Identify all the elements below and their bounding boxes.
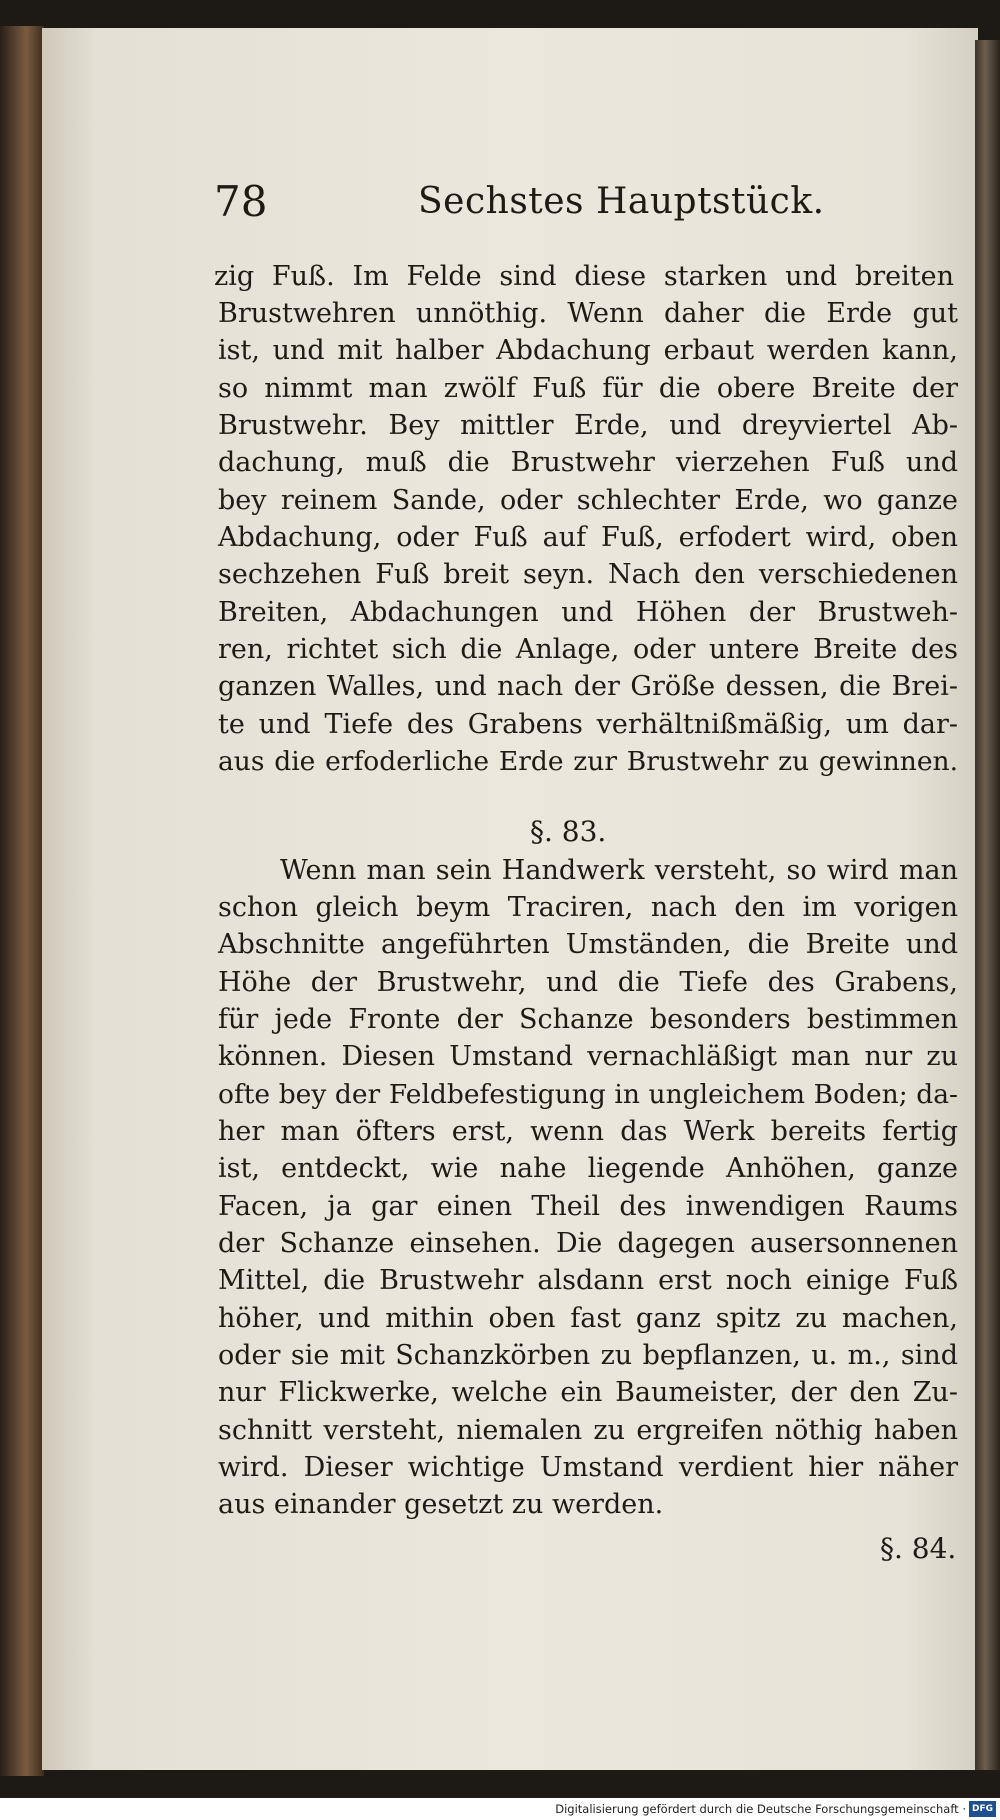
page-fore-edge: [975, 40, 1000, 1770]
text-line: Brustwehr. Bey mittler Erde, und dreyviertel Ab-: [218, 410, 958, 441]
text-line: her man öfters erst, wenn das Werk bereits fertig: [218, 1116, 958, 1147]
text-line: so nimmt man zwölf Fuß für die obere Breite der: [218, 373, 958, 404]
text-line: ganzen Walles, und nach der Größe dessen, die Brei-: [218, 671, 958, 702]
text-line: Abdachung, oder Fuß auf Fuß, erfodert wird, oben: [218, 522, 958, 553]
text-line: Wenn man sein Handwerk versteht, so wird man: [280, 855, 958, 886]
text-line: aus die erfoderliche Erde zur Brustwehr zu gewinnen.: [218, 746, 958, 777]
text-line: Brustwehren unnöthig. Wenn daher die Erde gut: [218, 298, 958, 329]
text-line: Abschnitte angeführten Umständen, die Breite und: [218, 929, 958, 960]
text-line: ofte bey der Feldbefestigung in ungleichem Boden; da-: [218, 1079, 958, 1110]
text-line: sechzehen Fuß breit seyn. Nach den verschiedenen: [218, 559, 958, 590]
dfg-logo: DFG: [969, 1801, 996, 1817]
text-line: nur Flickwerke, welche ein Baumeister, der den Zu-: [218, 1377, 958, 1408]
text-line: zig Fuß. Im Felde sind diese starken und breiten: [214, 261, 954, 292]
text-line: Mittel, die Brustwehr alsdann erst noch einige Fuß: [218, 1265, 958, 1296]
text-line: bey reinem Sande, oder schlechter Erde, wo ganze: [218, 485, 958, 516]
text-line: Facen, ja gar einen Theil des inwendigen Raums: [218, 1191, 958, 1222]
text-line: Breiten, Abdachungen und Höhen der Brustweh-: [218, 597, 958, 628]
text-line: wird. Dieser wichtige Umstand verdient hier näher: [218, 1452, 958, 1483]
catchword: §. 84.: [880, 1532, 957, 1565]
text-line: der Schanze einsehen. Die dagegen ausersonnenen: [218, 1228, 958, 1259]
book-spine-edge: [0, 26, 44, 1776]
text-line: höher, und mithin oben fast ganz spitz zu machen,: [218, 1303, 958, 1334]
page-number: 78: [214, 177, 268, 226]
funding-credit: Digitalisierung gefördert durch die Deutsche Forschungsgemeinschaft ·: [555, 1802, 966, 1816]
text-line: ist, entdeckt, wie nahe liegende Anhöhen, ganze: [218, 1153, 958, 1184]
text-line: Höhe der Brustwehr, und die Tiefe des Grabens,: [218, 967, 958, 998]
section-heading: §. 83.: [530, 815, 607, 848]
text-line: ren, richtet sich die Anlage, oder untere Breite des: [218, 634, 958, 665]
text-line: ist, und mit halber Abdachung erbaut werden kann,: [218, 335, 958, 366]
text-line: können. Diesen Umstand vernachläßigt man nur zu: [218, 1041, 958, 1072]
text-line: aus einander gesetzt zu werden.: [218, 1489, 664, 1520]
text-line: dachung, muß die Brustwehr vierzehen Fuß und: [218, 447, 958, 478]
text-line: oder sie mit Schanzkörben zu bepflanzen, u. m., sind: [218, 1340, 958, 1371]
text-line: schon gleich beym Traciren, nach den im vorigen: [218, 892, 958, 923]
text-line: für jede Fronte der Schanze besonders bestimmen: [218, 1004, 958, 1035]
text-line: schnitt versteht, niemalen zu ergreifen nöthig haben: [218, 1415, 958, 1446]
text-line: te und Tiefe des Grabens verhältnißmäßig, um dar-: [218, 709, 958, 740]
running-head: Sechstes Hauptstück.: [418, 181, 825, 222]
